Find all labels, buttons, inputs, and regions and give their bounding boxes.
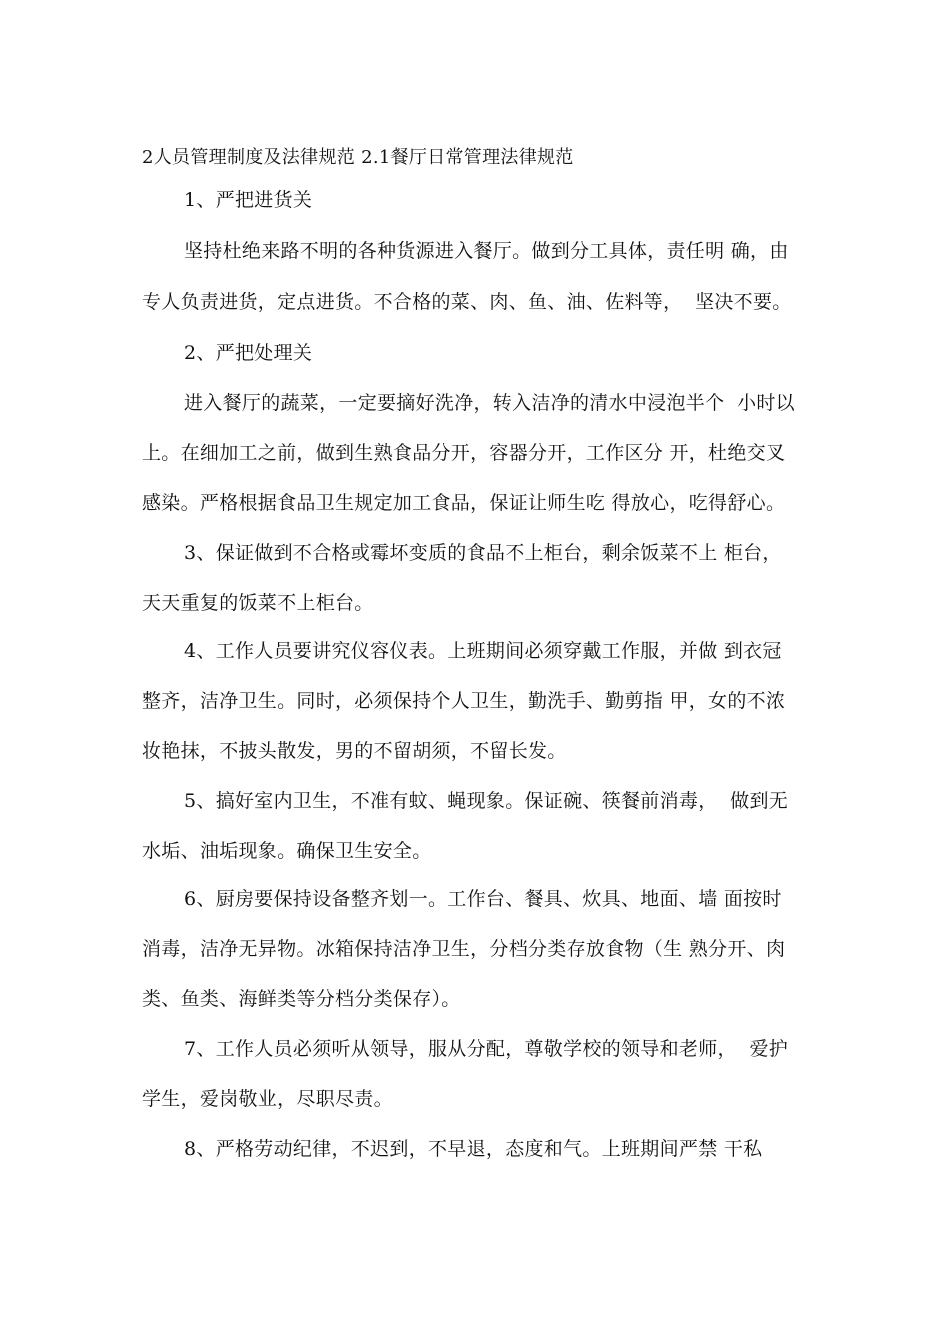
paragraph-line: 8、严格劳动纪律，不迟到，不早退，态度和气。上班期间严禁 干私 xyxy=(184,1138,763,1160)
paragraph-line: 坚持杜绝来路不明的各种货源进入餐厅。做到分工具体，责任明 确，由 xyxy=(184,240,789,262)
paragraph-line: 进入餐厅的蔬菜，一定要摘好洗净，转入洁净的清水中浸泡半个 小时以 xyxy=(184,392,795,414)
paragraph-line: 5、搞好室内卫生，不准有蚊、蝇现象。保证碗、筷餐前消毒， 做到无 xyxy=(184,790,789,812)
paragraph-line: 水垢、油垢现象。确保卫生安全。 xyxy=(142,840,432,862)
paragraph-line: 上。在细加工之前，做到生熟食品分开，容器分开，工作区分 开，杜绝交叉 xyxy=(142,442,786,464)
section-title-1: 1、严把进货关 xyxy=(184,189,313,211)
paragraph-line: 感染。严格根据食品卫生规定加工食品，保证让师生吃 得放心，吃得舒心。 xyxy=(142,492,786,514)
paragraph-line: 6、厨房要保持设备整齐划一。工作台、餐具、炊具、地面、墙 面按时 xyxy=(184,888,782,910)
paragraph-line: 专人负责进货，定点进货。不合格的菜、肉、鱼、油、佐料等， 坚决不要。 xyxy=(142,291,792,313)
paragraph-line: 学生，爱岗敬业，尽职尽责。 xyxy=(142,1088,393,1110)
paragraph-line: 类、鱼类、海鲜类等分档分类保存）。 xyxy=(142,988,461,1010)
paragraph-line: 天天重复的饭菜不上柜台。 xyxy=(142,592,374,614)
paragraph-line: 3、保证做到不合格或霉坏变质的食品不上柜台，剩余饭菜不上 柜台， xyxy=(184,542,782,564)
document-heading: 2人员管理制度及法律规范 2.1餐厅日常管理法律规范 xyxy=(142,147,574,168)
paragraph-line: 4、工作人员要讲究仪容仪表。上班期间必须穿戴工作服，并做 到衣冠 xyxy=(184,640,782,662)
paragraph-line: 妆艳抹，不披头散发，男的不留胡须，不留长发。 xyxy=(142,740,567,762)
paragraph-line: 7、工作人员必须听从领导，服从分配，尊敬学校的领导和老师， 爱护 xyxy=(184,1038,789,1060)
paragraph-line: 整齐，洁净卫生。同时，必须保持个人卫生，勤洗手、勤剪指 甲，女的不浓 xyxy=(142,690,786,712)
section-title-2: 2、严把处理关 xyxy=(184,342,313,364)
paragraph-line: 消毒，洁净无异物。冰箱保持洁净卫生，分档分类存放食物（生 熟分开、肉 xyxy=(142,938,786,960)
